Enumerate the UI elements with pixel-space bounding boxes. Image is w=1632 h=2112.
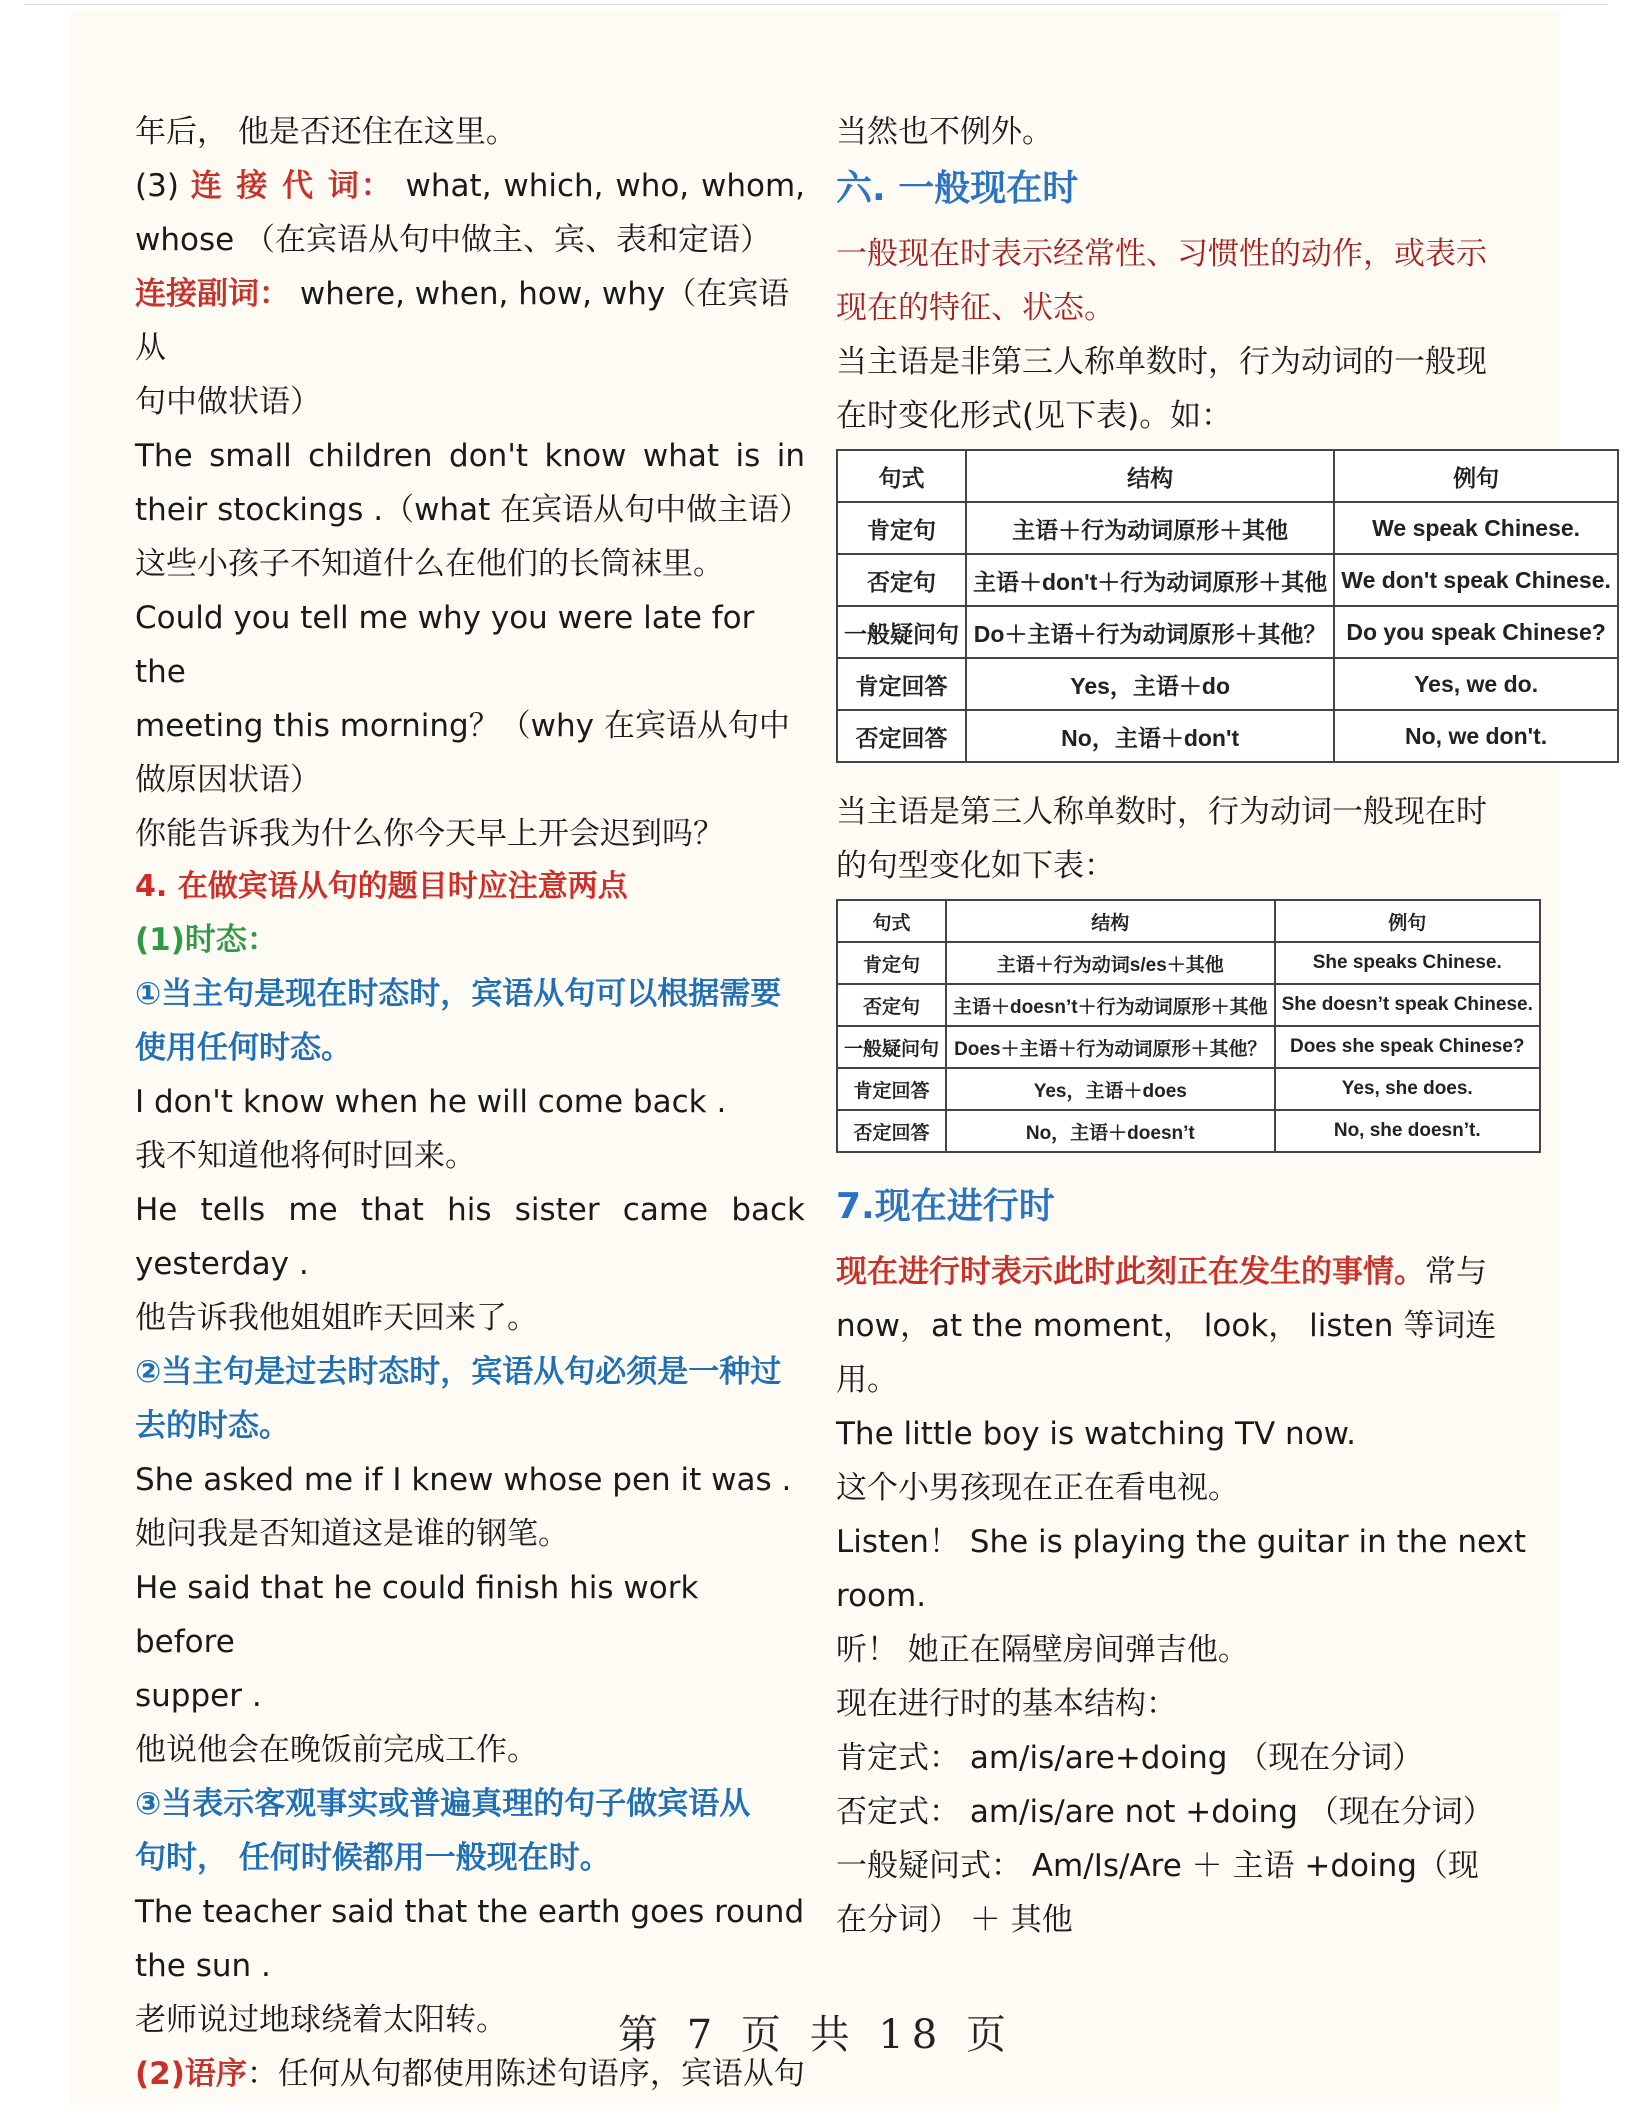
table-header-cell: 例句 xyxy=(1334,450,1618,502)
table-cell: 主语＋doesn’t＋行为动词原形＋其他 xyxy=(946,984,1275,1026)
example-line: their stockings .（what 在宾语从句中做主语） xyxy=(135,492,811,528)
example-line: I don't know when he will come back . xyxy=(135,1084,727,1120)
table-cell: No, she doesn’t. xyxy=(1275,1110,1540,1152)
structure-affirmative: 肯定式： am/is/are+doing （现在分词） xyxy=(836,1740,1424,1776)
table-cell: No，主语＋doesn’t xyxy=(946,1110,1275,1152)
translation-line: 你能告诉我为什么你今天早上开会迟到吗？ xyxy=(135,816,724,852)
table-row xyxy=(837,1110,1540,1152)
table-cell: Does＋主语＋行为动词原形＋其他？ xyxy=(946,1026,1275,1068)
table-cell: We speak Chinese. xyxy=(1334,502,1618,554)
text-line: 在时变化形式(见下表)。如： xyxy=(836,398,1233,434)
table-cell: Does she speak Chinese? xyxy=(1275,1026,1540,1068)
translation-line: 这些小孩子不知道什么在他们的长筒袜里。 xyxy=(135,546,724,582)
table-cell: Do＋主语＋行为动词原形＋其他？ xyxy=(966,606,1334,658)
conjunctive-pronoun-label: 连 接 代 词： xyxy=(190,168,394,204)
definition-line: 现在的特征、状态。 xyxy=(836,290,1115,326)
definition-line: 一般现在时表示经常性、习惯性的动作，或表示 xyxy=(836,236,1487,272)
table-cell: 否定句 xyxy=(837,984,946,1026)
table-header-cell: 结构 xyxy=(966,450,1334,502)
example-line: supper . xyxy=(135,1678,262,1714)
rule-3-cont: 句时， 任何时候都用一般现在时。 xyxy=(135,1840,611,1876)
table-row xyxy=(837,502,1618,554)
translation-line: 他说他会在晚饭前完成工作。 xyxy=(135,1732,538,1768)
text-line: 现在进行时的基本结构： xyxy=(836,1686,1177,1722)
section-heading-7: 7.现在进行时 xyxy=(836,1186,1055,1227)
word-order-label: (2)语序 xyxy=(135,2056,247,2092)
example-line: 做原因状语） xyxy=(135,762,321,798)
table-cell: 否定回答 xyxy=(837,1110,946,1152)
conjunctive-pronoun-line: (3) 连 接 代 词： what, which, who, whom, xyxy=(135,168,805,204)
table-cell: 肯定回答 xyxy=(837,658,966,710)
table-cell: She doesn’t speak Chinese. xyxy=(1275,984,1540,1026)
section-heading-4: 4. 在做宾语从句的题目时应注意两点 xyxy=(135,869,628,904)
top-divider xyxy=(24,4,1608,5)
table-cell: Yes，主语＋do xyxy=(966,658,1334,710)
table-cell: Yes, we do. xyxy=(1334,658,1618,710)
conjunctive-adverb-line: 连接副词： where, when, how, why（在宾语从 xyxy=(135,276,790,366)
table-cell: 肯定回答 xyxy=(837,1068,946,1110)
translation-line: 我不知道他将何时回来。 xyxy=(135,1138,476,1174)
table-row xyxy=(837,942,1540,984)
tense-subheading: (1)时态： xyxy=(135,922,278,958)
text-line: 当然也不例外。 xyxy=(836,114,1053,150)
table-row xyxy=(837,984,1540,1026)
translation-line: 他告诉我他姐姐昨天回来了。 xyxy=(135,1300,538,1336)
table-header-cell: 例句 xyxy=(1275,900,1540,942)
definition-emphasis: 现在进行时表示此时此刻正在发生的事情。 xyxy=(836,1254,1425,1290)
example-line: yesterday . xyxy=(135,1246,309,1282)
rule-2: ②当主句是过去时态时，宾语从句必须是一种过 xyxy=(135,1354,782,1390)
example-line: He said that he could finish his work before xyxy=(135,1570,699,1660)
conjunctive-adverb-label: 连接副词： xyxy=(135,276,290,312)
table-row xyxy=(837,1068,1540,1110)
table-header xyxy=(837,900,1540,942)
text-line: 年后， 他是否还住在这里。 xyxy=(135,114,517,150)
example-line: The small children don't know what is in xyxy=(135,438,805,474)
right-column xyxy=(836,105,1611,1947)
table-header-cell: 结构 xyxy=(946,900,1275,942)
structure-negative: 否定式： am/is/are not +doing （现在分词） xyxy=(836,1794,1494,1830)
structure-question-cont: 在分词） ＋ 其他 xyxy=(836,1902,1073,1938)
table-header-cell: 句式 xyxy=(837,900,946,942)
example-line: The little boy is watching TV now. xyxy=(836,1416,1357,1452)
table-row xyxy=(837,1026,1540,1068)
table-header xyxy=(837,450,1618,502)
table-row xyxy=(837,710,1618,762)
example-line: room. xyxy=(836,1578,927,1614)
table-cell: No, we don't. xyxy=(1334,710,1618,762)
rule-3: ③当表示客观事实或普遍真理的句子做宾语从 xyxy=(135,1786,751,1822)
definition-line: 现在进行时表示此时此刻正在发生的事情。常与 xyxy=(836,1254,1487,1290)
table-header-cell: 句式 xyxy=(837,450,966,502)
table-cell: 一般疑问句 xyxy=(837,606,966,658)
example-line: He tells me that his sister came back xyxy=(135,1192,805,1228)
example-line: The teacher said that the earth goes round xyxy=(135,1894,805,1930)
table-third-person xyxy=(836,899,1541,1153)
text-line: 句中做状语） xyxy=(135,384,321,420)
table-cell: No，主语＋don't xyxy=(966,710,1334,762)
table-cell: 肯定句 xyxy=(837,502,966,554)
table-cell: 主语＋行为动词s/es＋其他 xyxy=(946,942,1275,984)
text-line: whose （在宾语从句中做主、宾、表和定语） xyxy=(135,222,772,258)
table-cell: We don't speak Chinese. xyxy=(1334,554,1618,606)
example-line: the sun . xyxy=(135,1948,271,1984)
text-line: 当主语是第三人称单数时，行为动词一般现在时 xyxy=(836,794,1487,830)
table-cell: 否定句 xyxy=(837,554,966,606)
example-line: meeting this morning？（why 在宾语从句中 xyxy=(135,708,790,744)
page-number-footer: 第 7 页 共 18 页 xyxy=(618,2012,1014,2058)
section-heading-6: 六. 一般现在时 xyxy=(836,168,1079,209)
structure-question: 一般疑问式： Am/Is/Are ＋ 主语 +doing（现 xyxy=(836,1848,1479,1884)
example-line: Could you tell me why you were late for the xyxy=(135,600,755,690)
table-cell: She speaks Chinese. xyxy=(1275,942,1540,984)
table-row xyxy=(837,658,1618,710)
table-cell: Yes，主语＋does xyxy=(946,1068,1275,1110)
table-row xyxy=(837,606,1618,658)
text-line: now，at the moment， look， listen 等词连用。 xyxy=(836,1308,1497,1398)
rule-1-cont: 使用任何时态。 xyxy=(135,1030,352,1066)
table-non-third-person xyxy=(836,449,1619,763)
left-column xyxy=(135,105,811,2101)
example-line: She asked me if I knew whose pen it was . xyxy=(135,1462,792,1498)
text-line: 的句型变化如下表： xyxy=(836,848,1115,884)
table-cell: Yes, she does. xyxy=(1275,1068,1540,1110)
example-line: Listen！ She is playing the guitar in the next xyxy=(836,1524,1526,1560)
rule-1: ①当主句是现在时态时，宾语从句可以根据需要 xyxy=(135,976,782,1012)
translation-line: 听！ 她正在隔壁房间弹吉他。 xyxy=(836,1632,1249,1668)
table-cell: 肯定句 xyxy=(837,942,946,984)
table-cell: 主语＋don't＋行为动词原形＋其他 xyxy=(966,554,1334,606)
translation-line: 这个小男孩现在正在看电视。 xyxy=(836,1470,1239,1506)
table-cell: 一般疑问句 xyxy=(837,1026,946,1068)
rule-2-cont: 去的时态。 xyxy=(135,1408,290,1444)
word-order-line: (2)语序：任何从句都使用陈述句语序，宾语从句 xyxy=(135,2056,805,2092)
table-cell: 主语＋行为动词原形＋其他 xyxy=(966,502,1334,554)
text-line: 当主语是非第三人称单数时，行为动词的一般现 xyxy=(836,344,1487,380)
table-cell: 否定回答 xyxy=(837,710,966,762)
table-cell: Do you speak Chinese? xyxy=(1334,606,1618,658)
translation-line: 她问我是否知道这是谁的钢笔。 xyxy=(135,1516,569,1552)
translation-line: 老师说过地球绕着太阳转。 xyxy=(135,2002,507,2038)
table-row xyxy=(837,554,1618,606)
